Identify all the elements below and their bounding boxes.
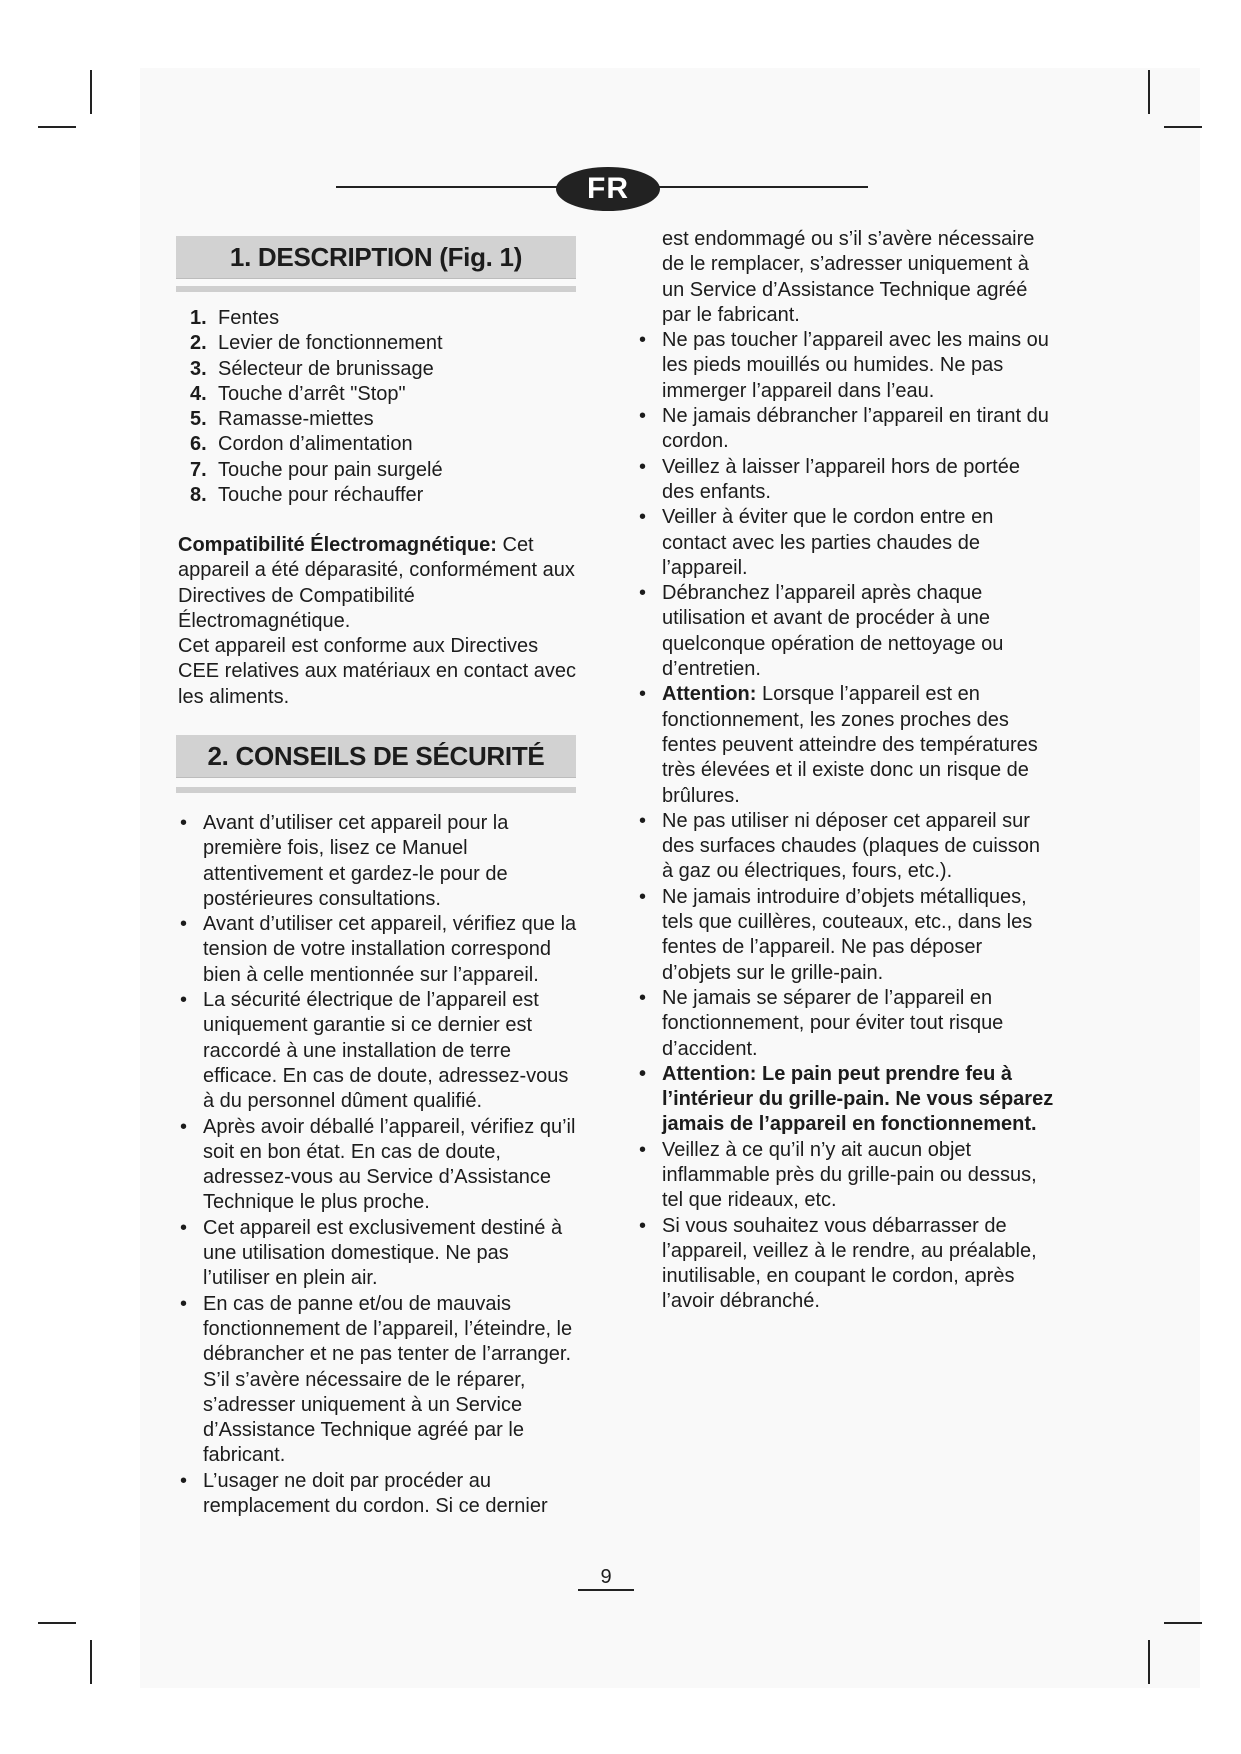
list-item-continuation: est endommagé ou s’il s’avère nécessaire de le remplacer, s’adresser uniquement à un Service d’Assistance Technique agréé par le fabricant. (662, 228, 1035, 326)
emc-text: Compatibilité Électromagnétique: Cet appareil a été déparasité, conformément aux Directives de Compatibilité Électromagnétique. (178, 534, 575, 632)
list-item: 1. Fentes (190, 307, 280, 329)
header-rule-left (336, 186, 558, 188)
list-item: • Ne jamais introduire d’objets métalliques, tels que cuillères, couteaux, etc., dans les fentes de l’appareil. Ne pas déposer d’objets sur le grille-pain. (636, 885, 1056, 986)
list-item-attention-fire: • Attention: Le pain peut prendre feu à l’intérieur du grille-pain. Ne vous séparez jamais de l’appareil en fonctionnement. (636, 1062, 1056, 1138)
list-item: • Ne jamais se séparer de l’appareil en fonctionnement, pour éviter tout risque d’accident. (636, 986, 1056, 1062)
section-divider (176, 787, 576, 793)
list-item: • Veillez à ce qu’il n’y ait aucun objet inflammable près du grille-pain ou dessus, tel que rideaux, etc. (636, 1138, 1056, 1214)
list-item: • Veiller à éviter que le cordon entre en contact avec les parties chaudes de l’appareil. (636, 505, 1056, 581)
crop-mark (1148, 70, 1150, 114)
list-item: 6. Cordon d’alimentation (190, 433, 413, 456)
language-badge: FR (556, 167, 660, 211)
list-item: 7. Touche pour pain surgelé (190, 458, 443, 481)
list-item: 5. Ramasse-miettes (190, 408, 374, 431)
list-item-attention: • Attention: Lorsque l’appareil est en fonctionnement, les zones proches des fentes peuvent atteindre des températures très élevées et il existe donc un risque de brûlures. (636, 682, 1056, 808)
crop-mark (90, 70, 92, 114)
emc-paragraph (178, 533, 578, 710)
crop-mark (38, 126, 76, 128)
parts-list (190, 306, 550, 508)
list-item: • Ne pas toucher l’appareil avec les mains ou les pieds mouillés ou humides. Ne pas immerger l’appareil dans l’eau. (636, 328, 1056, 404)
list-item: • Après avoir déballé l’appareil, vérifiez qu’il soit en bon état. En cas de doute, adressez-vous au Service d’Assistance Technique le plus proche. (177, 1115, 577, 1216)
conformity-text: Cet appareil est conforme aux Directives CEE relatives aux matériaux en contact avec les aliments. (178, 635, 576, 708)
list-item: 8. Touche pour réchauffer (190, 484, 424, 507)
page-number: 9 (578, 1565, 634, 1591)
safety-list-right (636, 227, 1056, 1315)
list-item: • Veillez à laisser l’appareil hors de portée des enfants. (636, 455, 1056, 506)
section-divider (176, 286, 576, 292)
list-item: • La sécurité électrique de l’appareil est uniquement garantie si ce dernier est raccordé à une installation de terre efficace. En cas de doute, adressez-vous à du personnel dûment qualifié. (177, 988, 577, 1114)
list-item: • Avant d’utiliser cet appareil pour la première fois, lisez ce Manuel attentivement et gardez-le pour de postérieures consultations. (177, 811, 577, 912)
list-item: • Ne jamais débrancher l’appareil en tirant du cordon. (636, 404, 1056, 455)
crop-mark (1148, 1640, 1150, 1684)
list-item: • L’usager ne doit par procéder au remplacement du cordon. Si ce dernier (177, 1469, 577, 1520)
list-item: • Si vous souhaitez vous débarrasser de l’appareil, veillez à le rendre, au préalable, inutilisable, en coupant le cordon, après l’avoir débranché. (636, 1214, 1056, 1315)
safety-list-left (177, 811, 577, 1519)
crop-mark (90, 1640, 92, 1684)
crop-mark (1164, 126, 1202, 128)
section-safety-heading: 2. CONSEILS DE SÉCURITÉ (176, 735, 576, 778)
list-item: • Débranchez l’appareil après chaque utilisation et avant de procéder à une quelconque opération de nettoyage ou d’entretien. (636, 581, 1056, 682)
list-item: • Ne pas utiliser ni déposer cet appareil sur des surfaces chaudes (plaques de cuisson à gaz ou électriques, fours, etc.). (636, 809, 1056, 885)
list-item: 4. Touche d’arrêt "Stop" (190, 382, 406, 405)
section-description-heading: 1. DESCRIPTION (Fig. 1) (176, 236, 576, 279)
list-item: • Avant d’utiliser cet appareil, vérifiez que la tension de votre installation correspond bien à celle mentionnée sur l’appareil. (177, 912, 577, 988)
list-item: 2. Levier de fonctionnement (190, 332, 443, 355)
crop-mark (1164, 1622, 1202, 1624)
crop-mark (38, 1622, 76, 1624)
list-item: • Cet appareil est exclusivement destiné à une utilisation domestique. Ne pas l’utiliser en plein air. (177, 1216, 577, 1292)
list-item: • En cas de panne et/ou de mauvais fonctionnement de l’appareil, l’éteindre, le débrancher et ne pas tenter de l’arranger. S’il s’avère nécessaire de le réparer, s’adresser uniquement à un Service d’Assistance Technique agréé par le fabricant. (177, 1292, 577, 1469)
header-rule-right (658, 186, 868, 188)
list-item: 3. Sélecteur de brunissage (190, 357, 434, 380)
